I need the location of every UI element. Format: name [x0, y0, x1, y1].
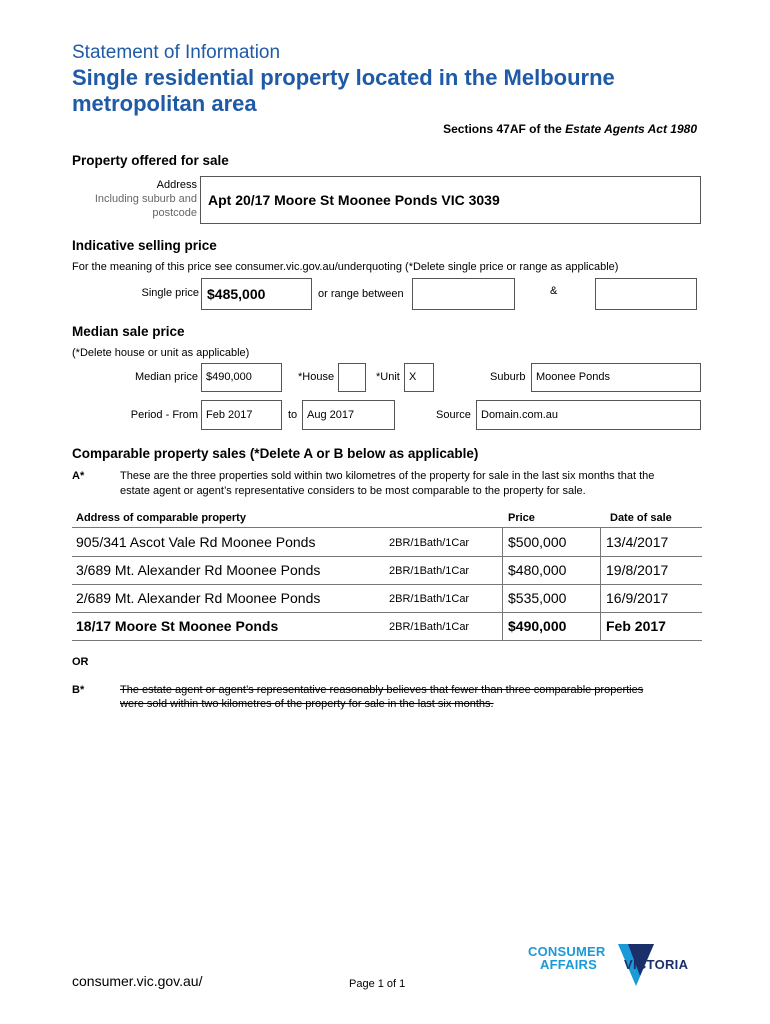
median-price-value: $490,000 [206, 371, 252, 383]
column-divider [600, 584, 601, 612]
period-to-field[interactable] [302, 400, 395, 430]
table-row[interactable] [72, 556, 702, 585]
column-divider [502, 528, 503, 556]
median-price-note: (*Delete house or unit as applicable) [72, 347, 250, 359]
unit-value: X [409, 371, 417, 383]
suburb-value: Moonee Ponds [536, 371, 610, 383]
comparable-address: 905/341 Ascot Vale Rd Moonee Ponds [76, 534, 316, 550]
footer-website[interactable]: consumer.vic.gov.au/ [72, 973, 203, 989]
column-divider [502, 584, 503, 612]
option-a-text-line2: estate agent or agent’s representative considers to be most comparable to the property for sale. [120, 485, 586, 497]
comparable-config: 2BR/1Bath/1Car [389, 565, 470, 577]
source-label: Source [436, 409, 471, 421]
house-label: *House [298, 371, 335, 383]
address-label-suburb: Including suburb and [94, 193, 197, 205]
comparable-address: 2/689 Mt. Alexander Rd Moonee Ponds [76, 590, 321, 606]
comparable-config: 2BR/1Bath/1Car [389, 537, 470, 549]
option-a-text-line1: These are the three properties sold within two kilometres of the property for sale in the last six months that the [120, 470, 655, 482]
median-price-label: Median price [135, 371, 198, 383]
table-row[interactable] [72, 528, 702, 557]
legislation-act: Estate Agents Act 1980 [565, 122, 697, 136]
comparable-price: $490,000 [508, 618, 567, 634]
property-offered-heading: Property offered for sale [72, 153, 229, 168]
address-label: Address [156, 179, 197, 191]
address-label-postcode: postcode [152, 207, 197, 219]
indicative-price-heading: Indicative selling price [72, 238, 217, 253]
comparable-price: $480,000 [508, 562, 567, 578]
comparable-address: 3/689 Mt. Alexander Rd Moonee Ponds [76, 562, 321, 578]
column-divider [502, 612, 503, 640]
table-row[interactable] [72, 584, 702, 613]
document-subtitle: Statement of Information [72, 42, 281, 63]
option-a-marker: A* [72, 470, 85, 482]
period-from-field[interactable] [201, 400, 282, 430]
column-header-address: Address of comparable property [76, 512, 246, 524]
logo-text-victoria: VICTORIA [624, 957, 689, 972]
legislation-reference [443, 122, 697, 136]
comparable-config: 2BR/1Bath/1Car [389, 621, 470, 633]
address-field[interactable] [200, 176, 701, 224]
column-divider [600, 556, 601, 584]
period-to-label: to [288, 409, 298, 421]
range-to-field[interactable] [595, 278, 697, 310]
source-field[interactable] [476, 400, 701, 430]
house-field[interactable] [338, 363, 366, 392]
source-value: Domain.com.au [481, 409, 559, 421]
suburb-field[interactable] [531, 363, 701, 392]
period-from-label: Period - From [130, 409, 198, 421]
option-b-marker: B* [72, 684, 85, 696]
column-header-date: Date of sale [610, 512, 672, 524]
consumer-affairs-victoria-logo [528, 944, 702, 994]
comparable-date: Feb 2017 [606, 618, 666, 634]
address-value: Apt 20/17 Moore St Moonee Ponds VIC 3039 [208, 192, 500, 208]
comparable-sales-heading: Comparable property sales (*Delete A or B below as applicable) [72, 446, 479, 461]
suburb-label: Suburb [490, 371, 526, 383]
comparable-date: 19/8/2017 [606, 562, 669, 578]
or-label: OR [72, 656, 89, 668]
range-ampersand: & [550, 285, 558, 297]
unit-label: *Unit [376, 371, 400, 383]
median-price-field[interactable] [201, 363, 282, 392]
single-price-field[interactable] [201, 278, 312, 310]
column-header-price: Price [508, 512, 535, 524]
comparable-config: 2BR/1Bath/1Car [389, 593, 470, 605]
single-price-label: Single price [141, 287, 199, 299]
unit-field[interactable] [404, 363, 434, 392]
comparable-address: 18/17 Moore St Moonee Ponds [76, 618, 279, 634]
option-b-text-line1: The estate agent or agent’s representative reasonably believes that fewer than three comparable properties [120, 684, 644, 696]
period-from-value: Feb 2017 [206, 409, 253, 421]
comparable-date: 16/9/2017 [606, 590, 669, 606]
table-row[interactable] [72, 612, 702, 641]
option-b-text-line2: were sold within two kilometres of the property for sale in the last six months. [120, 698, 494, 710]
median-price-heading: Median sale price [72, 324, 185, 339]
document-title-line2: metropolitan area [72, 91, 257, 116]
column-divider [502, 556, 503, 584]
range-label: or range between [318, 288, 404, 300]
comparable-date: 13/4/2017 [606, 534, 669, 550]
logo-text-affairs: AFFAIRS [540, 957, 598, 972]
page-number: Page 1 of 1 [349, 978, 406, 990]
period-to-value: Aug 2017 [307, 409, 355, 421]
single-price-value: $485,000 [207, 286, 266, 302]
document-title-line1: Single residential property located in the Melbourne [72, 65, 615, 90]
range-from-field[interactable] [412, 278, 515, 310]
comparable-price: $535,000 [508, 590, 567, 606]
legislation-prefix: Sections 47AF of the [443, 122, 566, 136]
indicative-price-note: For the meaning of this price see consumer.vic.gov.au/underquoting (*Delete single price or range as applicable) [72, 261, 619, 273]
comparable-price: $500,000 [508, 534, 567, 550]
column-divider [600, 528, 601, 556]
column-divider [600, 612, 601, 640]
logo-text-consumer: CONSUMER [528, 944, 606, 959]
